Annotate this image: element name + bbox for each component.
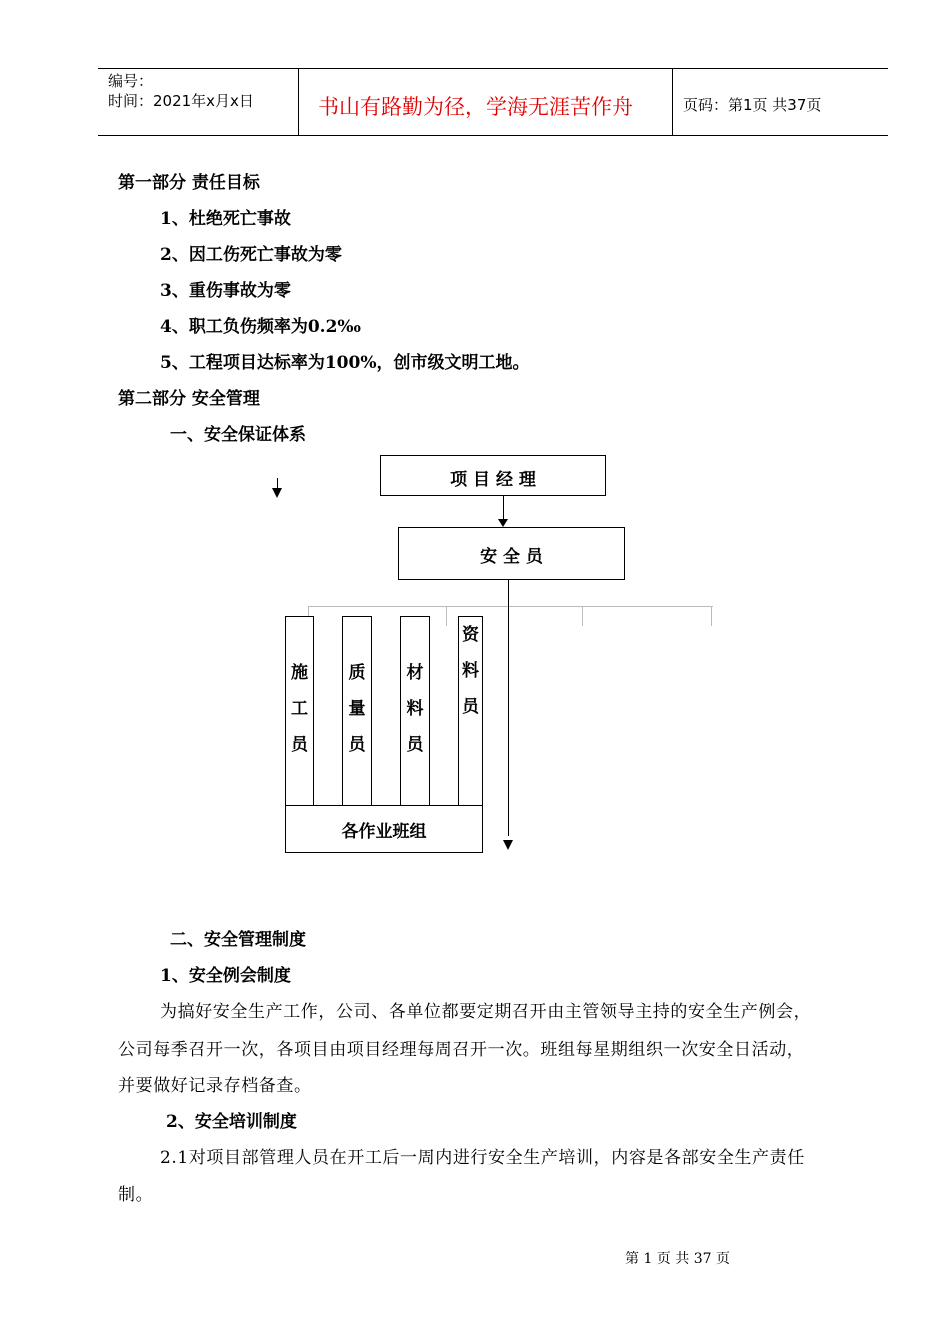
distribution-line [308, 606, 713, 607]
header-divider-right [672, 68, 673, 136]
role-box-materials [400, 616, 430, 806]
distribution-tick [711, 606, 712, 626]
manager-label: 项 目 经 理 [450, 470, 536, 490]
role-label-construction: 施 工 员 [291, 663, 308, 755]
header-time-label: 时间：2021年x月x日 [108, 92, 254, 110]
left-arrow-head [272, 488, 282, 498]
section1-title: 一、安全保证体系 [170, 425, 306, 445]
manager-box [380, 455, 606, 496]
section2-title: 二、安全管理制度 [170, 930, 306, 950]
header-bottom-rule [98, 135, 888, 136]
header-top-rule [98, 68, 888, 69]
manager-connector-arrow [498, 519, 508, 527]
role-box-construction [285, 616, 314, 806]
paragraph-line: 为搞好安全生产工作，公司、各单位都要定期召开由主管领导主持的安全生产例会， [160, 1002, 812, 1022]
header-motto: 书山有路勤为径，学海无涯苦作舟 [318, 95, 633, 119]
role-label-materials: 材 料 员 [406, 663, 424, 755]
paragraph-line: 公司每季召开一次，各项目由项目经理每周召开一次。班组每星期组织一次安全日活动， [118, 1040, 805, 1060]
paragraph-line: 并要做好记录存档备查。 [118, 1076, 312, 1096]
sub2-title: 2、安全培训制度 [166, 1112, 297, 1132]
part2-title: 第二部分 安全管理 [118, 389, 260, 409]
teams-label: 各作业班组 [341, 822, 427, 842]
header-page-label: 页码：第1页 共37页 [683, 96, 822, 114]
header-number-label: 编号： [108, 72, 154, 90]
role-label-quality: 质 量 员 [348, 663, 366, 755]
distribution-tick [582, 606, 583, 626]
role-box-documents [458, 616, 483, 806]
safety-officer-down-line [508, 580, 509, 836]
footer-page-number: 第 1 页 共 37 页 [625, 1251, 730, 1267]
safety-officer-box [398, 527, 625, 580]
sub1-title: 1、安全例会制度 [160, 966, 291, 986]
teams-box [285, 805, 483, 853]
goal-item: 2、因工伤死亡事故为零 [160, 245, 342, 265]
left-arrow-stem [277, 478, 278, 488]
safety-officer-label: 安 全 员 [480, 547, 543, 567]
bottom-arrow-head [503, 840, 513, 850]
goal-item: 1、杜绝死亡事故 [160, 209, 291, 229]
role-label-documents: 资 料 员 [462, 625, 479, 717]
distribution-tick [446, 606, 447, 626]
role-box-quality [342, 616, 372, 806]
paragraph-line: 制。 [118, 1185, 154, 1205]
header-divider-left [298, 68, 299, 136]
goal-item: 4、职工负伤频率为0.2‰ [160, 317, 361, 337]
part1-title: 第一部分 责任目标 [118, 173, 260, 193]
goal-item: 3、重伤事故为零 [160, 281, 291, 301]
goal-item: 5、工程项目达标率为100%，创市级文明工地。 [160, 353, 530, 373]
paragraph-line: 2.1对项目部管理人员在开工后一周内进行安全生产培训，内容是各部安全生产责任 [160, 1148, 805, 1168]
